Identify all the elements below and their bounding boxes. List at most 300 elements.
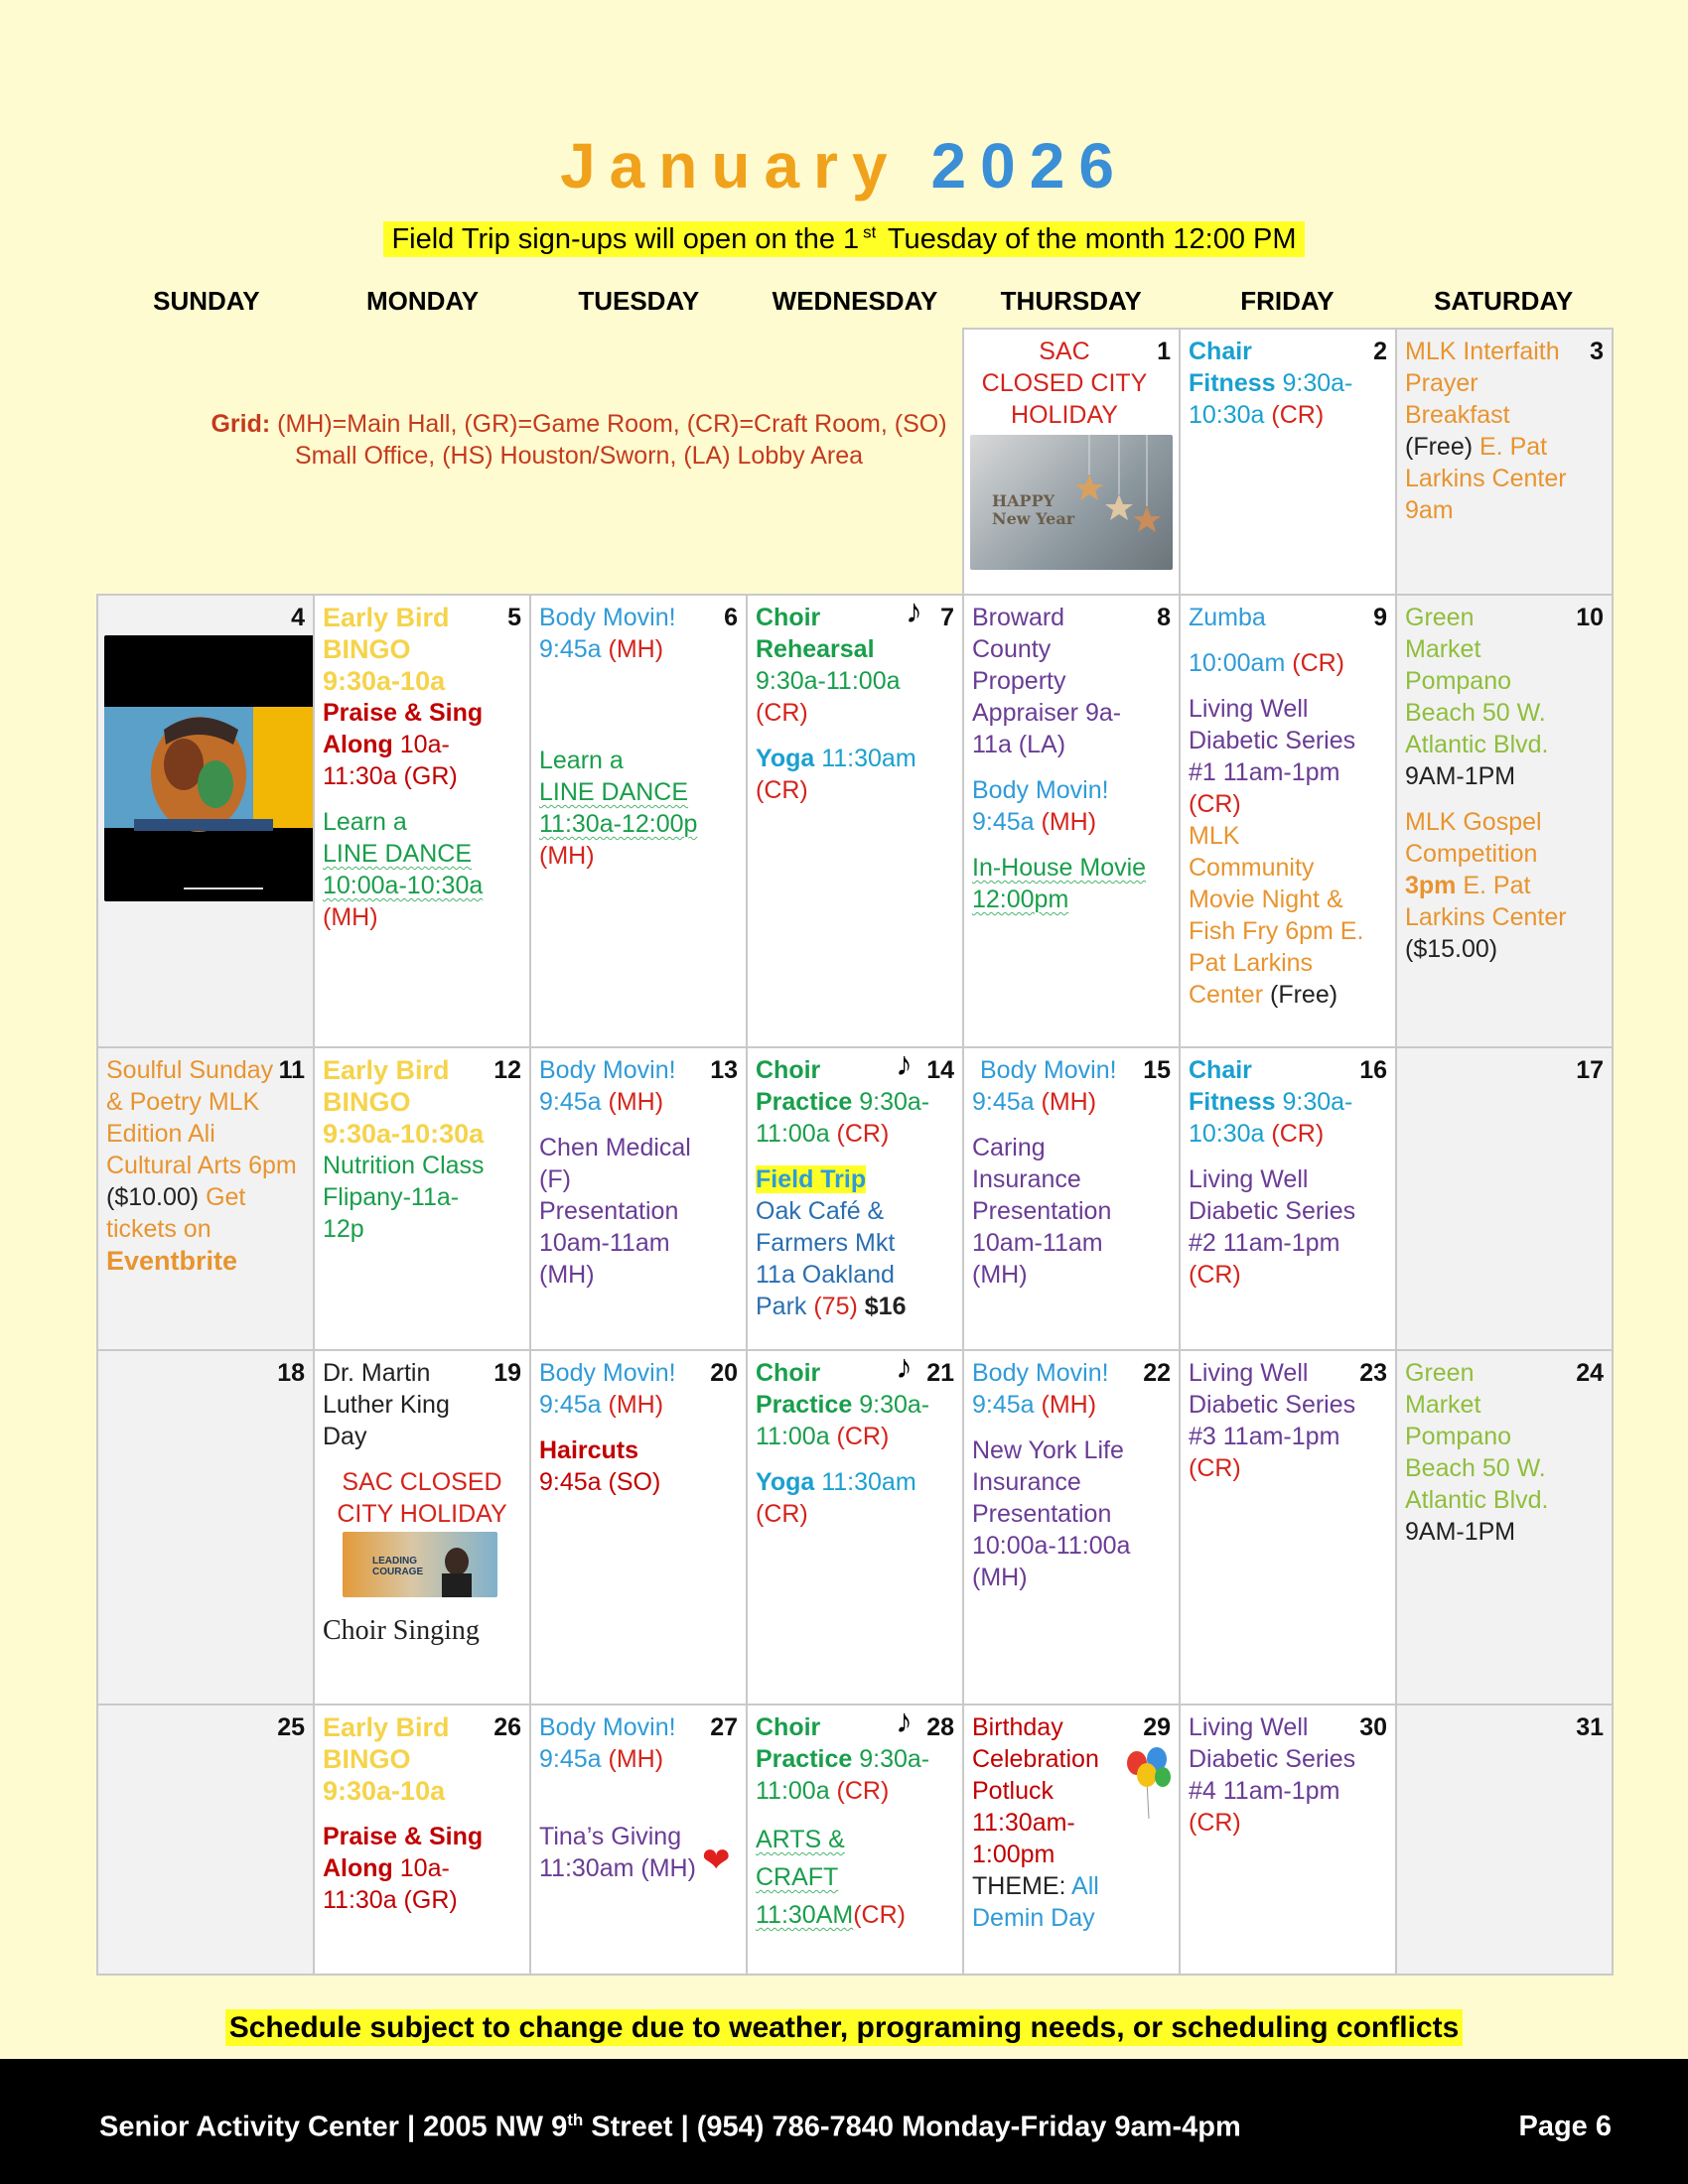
page-number: Page 6 [1518, 2111, 1612, 2142]
event-title: Living Well [1189, 1359, 1309, 1387]
event-room: (CR) [756, 699, 808, 727]
event-title: Zumba [1189, 604, 1266, 631]
event-time: 9:45a [972, 808, 1035, 836]
day-cell-31 [1395, 1704, 1614, 1976]
event-title: Living Well [1189, 695, 1309, 723]
event-time: 11:30a-12:00p [539, 810, 698, 838]
event-room: (CR) [829, 1777, 890, 1805]
event-title: Early Bird [323, 1055, 450, 1085]
event-time: 9:45a [539, 635, 602, 663]
disclaimer-text: Schedule subject to change due to weather, programing needs, or scheduling conflicts [225, 2009, 1464, 2046]
day-number: 29 [1143, 1713, 1171, 1741]
weekday-monday: MONDAY [365, 286, 480, 316]
event-time: 9:30a- [852, 1745, 930, 1773]
day-cell-30 [1179, 1704, 1397, 1976]
music-note-icon: ♪ [896, 1046, 913, 1083]
event-title: Luther King [323, 1391, 450, 1419]
day-number: 23 [1359, 1359, 1387, 1387]
day-number: 26 [493, 1713, 521, 1741]
calendar-title [0, 129, 1688, 203]
event-title: Caring [972, 1134, 1046, 1161]
event-time: 12:00pm [972, 886, 1069, 913]
footer-contact [99, 2111, 1241, 2144]
day-number: 30 [1359, 1713, 1387, 1741]
event-title: ARTS & [756, 1826, 845, 1853]
day-number: 2 [1373, 338, 1387, 365]
event-title: Dr. Martin [323, 1359, 431, 1387]
day-number: 4 [291, 604, 305, 631]
legend-line2: Small Office, (HS) Houston/Sworn, (LA) Lobby Area [295, 442, 863, 470]
day-cell-24 [1395, 1349, 1614, 1706]
event-title: Fitness [1189, 369, 1276, 397]
event-title: Community [1189, 854, 1315, 882]
footer-hours: Street | (954) 786-7840 Monday-Friday 9am-4pm [583, 2111, 1241, 2143]
event-location: Larkins Center [1405, 903, 1567, 931]
notice-sup: st [863, 222, 877, 241]
event-room: (MH) [972, 1261, 1028, 1289]
event-room: (CR) [756, 776, 808, 804]
day-number: 25 [277, 1713, 305, 1741]
event-time: 9AM-1PM [1405, 1518, 1516, 1546]
event-price: ($15.00) [1405, 935, 1498, 963]
event-text: Demin Day [972, 1904, 1095, 1932]
event-time: 3pm [1405, 872, 1457, 899]
event-location: Pompano [1405, 1423, 1512, 1450]
event-title: Choir [756, 604, 821, 631]
day-number: 1 [1157, 338, 1171, 365]
day-cell-23 [1179, 1349, 1397, 1706]
event-location: E. Pat [1473, 433, 1548, 461]
event-title: Presentation [972, 1500, 1112, 1528]
day-cell-4 [96, 594, 315, 1048]
weekday-friday: FRIDAY [1240, 286, 1335, 316]
event-title: MLK Interfaith [1405, 338, 1560, 365]
event-room: (MH) [601, 1745, 664, 1773]
event-title: Breakfast [1405, 401, 1510, 429]
day-number: 11 [278, 1056, 305, 1084]
event-title: BINGO [323, 634, 411, 664]
event-location: E. Pat [1456, 872, 1531, 899]
event-time: 9:30a-10:30a [323, 1119, 485, 1149]
day-number: 6 [724, 604, 738, 631]
event-title: Farmers Mkt [756, 1229, 896, 1257]
event-title: County [972, 635, 1052, 663]
event-text: CLOSED CITY [981, 369, 1148, 397]
event-title: Practice [756, 1745, 853, 1773]
image-caption: New Year [992, 509, 1075, 528]
footer-address: Senior Activity Center | 2005 NW 9 [99, 2111, 568, 2143]
day-number: 21 [926, 1359, 954, 1387]
event-title: Haircuts [539, 1436, 639, 1464]
weekday-wednesday: WEDNESDAY [772, 286, 938, 316]
new-year-image [970, 435, 1173, 570]
day-number: 22 [1143, 1359, 1171, 1387]
event-title: New York Life [972, 1436, 1124, 1464]
event-room: (MH) [601, 1088, 664, 1116]
day-cell-27 [529, 1704, 748, 1976]
event-room: (CR) [1189, 1809, 1241, 1837]
event-time: 9AM-1PM [1405, 762, 1516, 790]
event-title: LINE DANCE [539, 778, 689, 806]
event-title: LINE DANCE [323, 840, 473, 868]
event-time: 9:45a [539, 1088, 602, 1116]
event-title: (F) [539, 1165, 571, 1193]
event-location: Edition Ali [106, 1120, 215, 1148]
weekday-header [98, 286, 1612, 317]
event-title: Diabetic Series [1189, 1197, 1356, 1225]
event-title: Choir Singing [323, 1615, 480, 1646]
grid-legend-area [97, 329, 963, 595]
notice-text-end: Tuesday of the month 12:00 PM [876, 221, 1300, 257]
event-time: #3 11am-1pm [1189, 1423, 1340, 1450]
event-title: Early Bird [323, 1712, 450, 1742]
day-cell-5 [313, 594, 531, 1048]
event-time: 9:45a [972, 1088, 1035, 1116]
day-number: 28 [926, 1713, 954, 1741]
event-time: 9:45a [539, 1745, 602, 1773]
event-title: Green [1405, 604, 1475, 631]
event-time: 9:45a [539, 1391, 602, 1419]
event-title: Chair [1189, 1056, 1252, 1084]
event-room: (MH) [972, 1564, 1028, 1591]
event-room: (MH) [539, 1261, 595, 1289]
event-seats: (75) [806, 1293, 858, 1320]
event-title: Prayer [1405, 369, 1478, 397]
event-title: Soulful Sunday [106, 1056, 274, 1084]
event-time: 10am-11am [539, 1229, 670, 1257]
event-title: Movie Night & [1189, 886, 1343, 913]
day-number: 14 [926, 1056, 954, 1084]
event-title: Body Movin! [539, 1713, 676, 1741]
event-time: Appraiser 9a- [972, 699, 1122, 727]
day-number: 8 [1157, 604, 1171, 631]
leading-courage-image [343, 1532, 497, 1597]
event-time: 10:00a-10:30a [323, 872, 484, 899]
day-cell-9 [1179, 594, 1397, 1048]
calendar-grid [97, 329, 1613, 1975]
event-title: Yoga [756, 745, 815, 772]
day-number: 24 [1576, 1359, 1604, 1387]
music-note-icon: ♪ [906, 594, 922, 630]
event-text: tickets on [106, 1215, 211, 1243]
event-room: (CR) [1189, 1261, 1241, 1289]
day-number: 27 [710, 1713, 738, 1741]
event-title: Learn a [539, 747, 624, 774]
notice-text: Field Trip sign-ups will open on the 1 [387, 221, 863, 257]
event-room: (CR) [1189, 1454, 1241, 1482]
day-cell-15 [962, 1046, 1181, 1351]
event-time: 11a (LA) [972, 731, 1066, 758]
event-location: Park [756, 1293, 807, 1320]
event-time: 9:30a-11:00a [756, 667, 901, 695]
weekday-thursday: THURSDAY [1000, 286, 1142, 316]
music-note-icon: ♪ [896, 1704, 913, 1740]
title-year: 2026 [930, 130, 1128, 202]
event-room: (CR) [829, 1120, 890, 1148]
event-time: 12p [323, 1215, 364, 1243]
event-title: Property [972, 667, 1066, 695]
event-time: 10am-11am [972, 1229, 1103, 1257]
event-room: (CR) [853, 1901, 906, 1929]
day-cell-2 [1179, 328, 1397, 596]
event-title: Insurance [972, 1165, 1081, 1193]
event-title: Diabetic Series [1189, 727, 1356, 754]
event-room: (MH) [1034, 1088, 1097, 1116]
event-room: (MH) [539, 842, 595, 870]
event-time: 9:30a- [852, 1391, 930, 1419]
event-title: Potluck [972, 1777, 1054, 1805]
day-number: 10 [1576, 604, 1604, 631]
event-location: Beach 50 W. [1405, 1454, 1546, 1482]
event-time: Flipany-11a- [323, 1183, 460, 1211]
event-title: MLK [1189, 822, 1240, 850]
room-legend [117, 408, 963, 472]
event-location: Atlantic Blvd. [1405, 731, 1549, 758]
footer-sup: th [567, 2111, 584, 2129]
event-title: Choir [756, 1056, 821, 1084]
event-room: (CR) [1189, 790, 1241, 818]
event-room: (CR) [829, 1423, 890, 1450]
portrait-art-icon [104, 635, 315, 901]
event-title: Diabetic Series [1189, 1391, 1356, 1419]
mlk-portrait-image [104, 635, 315, 901]
event-time: #4 11am-1pm [1189, 1777, 1340, 1805]
weekday-tuesday: TUESDAY [578, 286, 700, 316]
event-title: MLK Gospel [1405, 808, 1542, 836]
weekday-saturday: SATURDAY [1434, 286, 1574, 316]
event-time: 10a- [392, 731, 450, 758]
day-cell-26 [313, 1704, 531, 1976]
event-time: 9:30a-10a [323, 666, 446, 696]
event-title: CRAFT [756, 1863, 839, 1891]
day-cell-7 [746, 594, 964, 1048]
event-title: Practice [756, 1391, 853, 1419]
event-title: Rehearsal [756, 635, 875, 663]
event-text: SAC CLOSED [342, 1468, 502, 1496]
day-cell-16 [1179, 1046, 1397, 1351]
event-title: Body Movin! [972, 776, 1109, 804]
event-title: Green [1405, 1359, 1475, 1387]
event-room: (CR) [756, 1500, 808, 1528]
event-title: Nutrition Class [323, 1152, 485, 1179]
event-time: 9:30a- [852, 1088, 930, 1116]
event-title: Competition [1405, 840, 1538, 868]
legend-label: Grid: [211, 410, 271, 438]
event-title: Insurance [972, 1468, 1081, 1496]
day-number: 17 [1576, 1056, 1604, 1084]
event-title: Body Movin! [980, 1056, 1117, 1084]
event-time: 11:30am [814, 745, 916, 772]
event-time: 10:00a-11:00a [972, 1532, 1131, 1560]
day-cell-8 [962, 594, 1181, 1048]
event-title: Fitness [1189, 1088, 1276, 1116]
event-title: Celebration [972, 1745, 1099, 1773]
field-trip-notice [0, 222, 1688, 256]
event-title: Body Movin! [972, 1359, 1109, 1387]
event-price: (Free) [1405, 433, 1474, 461]
event-room: (MH) [1034, 808, 1097, 836]
event-title: Living Well [1189, 1713, 1309, 1741]
event-time: 9:45a [972, 1391, 1035, 1419]
event-title: Living Well [1189, 1165, 1309, 1193]
eventbrite-link[interactable]: Eventbrite [106, 1246, 238, 1276]
legend-line1: (MH)=Main Hall, (GR)=Game Room, (CR)=Craft Room, (SO) [270, 410, 947, 438]
event-title: Birthday [972, 1713, 1063, 1741]
day-number: 18 [277, 1359, 305, 1387]
event-time: 11:00a [756, 1120, 830, 1148]
event-title: Chen Medical [539, 1134, 691, 1161]
event-room: (MH) [601, 1391, 664, 1419]
event-time: 11:00a [756, 1777, 830, 1805]
event-title: Early Bird [323, 603, 450, 632]
event-title: Oak Café & [756, 1197, 885, 1225]
event-time: 10:00am [1189, 649, 1286, 677]
day-number: 31 [1576, 1713, 1604, 1741]
event-location: 11a Oakland [756, 1261, 895, 1289]
day-cell-10 [1395, 594, 1614, 1048]
balloons-icon [1123, 1741, 1173, 1821]
day-cell-29 [962, 1704, 1181, 1976]
day-number: 12 [493, 1056, 521, 1084]
day-cell-28 [746, 1704, 964, 1976]
day-number: 20 [710, 1359, 738, 1387]
event-title: Choir [756, 1359, 821, 1387]
event-price: $16 [857, 1293, 907, 1320]
day-number: 7 [940, 604, 954, 631]
event-title: BINGO [323, 1744, 411, 1774]
day-number: 16 [1359, 1056, 1387, 1084]
event-room: (MH) [323, 903, 378, 931]
event-room: (CR) [1264, 1120, 1325, 1148]
event-title: Broward [972, 604, 1065, 631]
event-title: Chair [1189, 338, 1252, 365]
day-number: 9 [1373, 604, 1387, 631]
event-title: Presentation [539, 1197, 679, 1225]
event-title: Praise & Sing [323, 1823, 484, 1850]
day-number: 5 [507, 604, 521, 631]
music-note-icon: ♪ [896, 1349, 913, 1386]
event-title: Market [1405, 1391, 1481, 1419]
event-title: Market [1405, 635, 1481, 663]
event-title: Diabetic Series [1189, 1745, 1356, 1773]
event-title: & Poetry MLK [106, 1088, 260, 1116]
event-location: Larkins Center [1405, 465, 1567, 492]
day-cell-6 [529, 594, 748, 1048]
event-time: 9:30a- [1275, 1088, 1353, 1116]
day-cell-18 [96, 1349, 315, 1706]
event-title: Along [323, 1854, 393, 1882]
event-title: Body Movin! [539, 1056, 676, 1084]
image-caption: HAPPY [992, 491, 1055, 510]
event-text: HOLIDAY [1011, 401, 1118, 429]
title-month: January [560, 130, 902, 202]
event-text: All [1065, 1872, 1099, 1900]
event-title: Practice [756, 1088, 853, 1116]
event-price: (Free) [1263, 981, 1338, 1009]
event-time: 11:30am (MH) [539, 1854, 696, 1882]
event-time: 9:30a-10a [323, 1776, 446, 1806]
event-title: Fish Fry 6pm E. [1189, 917, 1364, 945]
day-cell-13 [529, 1046, 748, 1351]
image-caption: LEADING COURAGE [372, 1556, 424, 1577]
day-number: 15 [1143, 1056, 1171, 1084]
event-time: 9:45a (SO) [539, 1468, 661, 1496]
day-cell-21 [746, 1349, 964, 1706]
event-room: (CR) [1285, 649, 1345, 677]
event-time: 11:30am [814, 1468, 916, 1496]
schedule-disclaimer [0, 2011, 1688, 2045]
day-cell-17 [1395, 1046, 1614, 1351]
event-title: Day [323, 1423, 367, 1450]
day-cell-1 [962, 328, 1181, 596]
event-time: 11:30am- [972, 1809, 1075, 1837]
event-title: Body Movin! [539, 604, 676, 631]
day-number: 13 [710, 1056, 738, 1084]
event-time: 9am [1405, 496, 1454, 524]
event-location: Cultural Arts 6pm [106, 1152, 297, 1179]
event-title: Choir [756, 1713, 821, 1741]
event-location: Atlantic Blvd. [1405, 1486, 1549, 1514]
event-time: 10:30a [1189, 1120, 1265, 1148]
event-text: CITY HOLIDAY [337, 1500, 507, 1528]
event-time: #1 11am-1pm [1189, 758, 1340, 786]
event-time: 1:00pm [972, 1841, 1055, 1868]
event-title: Tina’s Giving [539, 1823, 682, 1850]
weekday-sunday: SUNDAY [153, 286, 260, 316]
event-room: (CR) [1264, 401, 1325, 429]
event-time: 10a- [392, 1854, 450, 1882]
speaker-silhouette-icon [343, 1532, 497, 1597]
day-cell-22 [962, 1349, 1181, 1706]
day-number: 19 [493, 1359, 521, 1387]
event-time: 11:30a (GR) [323, 1886, 458, 1914]
event-title: Along [323, 731, 393, 758]
day-cell-14 [746, 1046, 964, 1351]
day-cell-11 [96, 1046, 315, 1351]
field-trip-label: Field Trip [756, 1165, 867, 1193]
event-room: (MH) [601, 635, 664, 663]
event-location: Beach 50 W. [1405, 699, 1546, 727]
event-title: Learn a [323, 808, 407, 836]
event-title: Presentation [972, 1197, 1112, 1225]
heart-icon: ❤ [702, 1842, 731, 1879]
event-time: 10:30a [1189, 401, 1265, 429]
day-cell-3 [1395, 328, 1614, 596]
event-time: 9:30a- [1275, 369, 1353, 397]
event-time: 11:00a [756, 1423, 830, 1450]
day-cell-25 [96, 1704, 315, 1976]
day-cell-12 [313, 1046, 531, 1351]
event-title: Praise & Sing [323, 699, 484, 727]
day-cell-20 [529, 1349, 748, 1706]
event-location: Center [1189, 981, 1264, 1009]
event-time: 11:30a (GR) [323, 762, 458, 790]
event-text: Get [199, 1183, 246, 1211]
event-title: BINGO [323, 1087, 411, 1117]
page-footer [0, 2059, 1688, 2184]
day-cell-19 [313, 1349, 531, 1706]
event-title: Yoga [756, 1468, 815, 1496]
event-location: Pompano [1405, 667, 1512, 695]
event-price: ($10.00) [106, 1183, 200, 1211]
event-text: SAC [1039, 338, 1090, 365]
event-time: 11:30AM [756, 1901, 854, 1929]
event-text: THEME: [972, 1872, 1066, 1900]
event-title: Body Movin! [539, 1359, 676, 1387]
event-room: (MH) [1034, 1391, 1097, 1419]
event-title: In-House Movie [972, 854, 1147, 882]
event-time: #2 11am-1pm [1189, 1229, 1340, 1257]
